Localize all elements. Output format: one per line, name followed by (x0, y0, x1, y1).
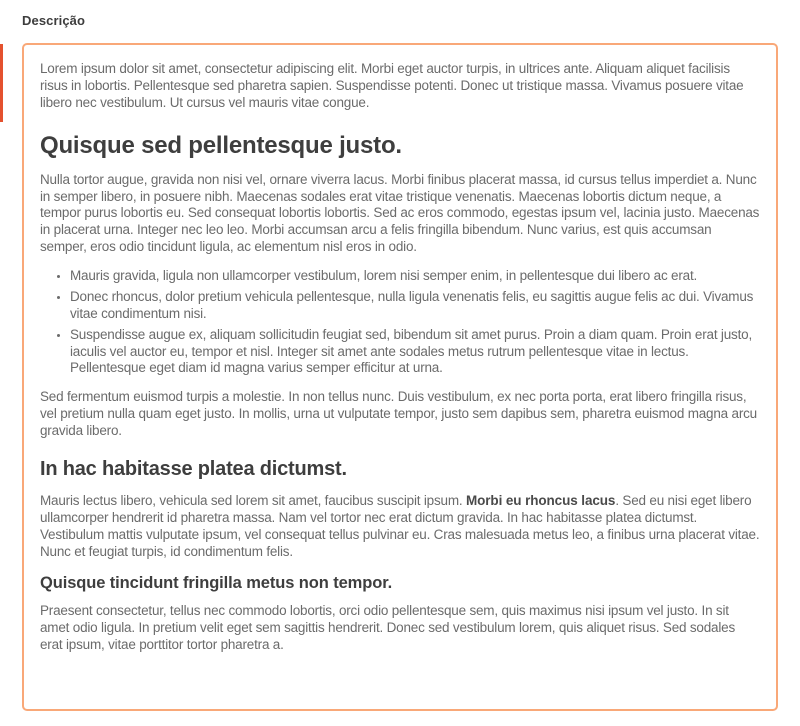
intro-paragraph: Lorem ipsum dolor sit amet, consectetur adipiscing elit. Morbi eget auctor turpis, in ultrices ante. Aliquam aliquet facilisis risus in lobortis. Pellentesque sed pharetra sapien. Suspendisse potenti. Donec ut tristique massa. Vivamus posuere vitae libero nec vestibulum. Ut cursus vel mauris vitae congue. (40, 61, 744, 110)
description-field-label: Descrição (22, 13, 86, 28)
bullet-item: • Donec rhoncus, dolor pretium vehicula pellentesque, nulla ligula venenatis felis, eu sagittis augue felis ac dui. Vivamus vitae condimentum nisi. (70, 289, 760, 323)
left-edge-cropped-element (0, 44, 3, 122)
heading-quisque-tincidunt: Quisque tincidunt fringilla metus non tempor. (40, 574, 393, 593)
bullet-item: • Mauris gravida, ligula non ullamcorper vestibulum, lorem nisi semper enim, in pellentesque dui libero ac erat. (70, 268, 760, 285)
bullet-list (40, 268, 760, 377)
paragraph-sed-fermentum: Sed fermentum euismod turpis a molestie. In non tellus nunc. Duis vestibulum, ex nec porta porta, erat libero fringilla risus, vel pretium nulla quam eget justo. In mollis, urna ut vulputate tempor, justo sem dapibus sem, pharetra euismod magna arcu gravida libero. (40, 389, 757, 438)
bullet-item: • Suspendisse augue ex, aliquam sollicitudin feugiat sed, bibendum sit amet purus. Proin a diam quam. Proin erat justo, iaculis vel auctor eu, tempor et nisl. Integer sit amet ante sodales metus rutrum pellentesque vitae in lectus. Pellentesque eget diam id magna varius semper efficitur at urna. (70, 327, 760, 378)
paragraph-text-segment: Mauris lectus libero, vehicula sed lorem sit amet, faucibus suscipit ipsum. (40, 492, 466, 508)
paragraph-text-segment: . Sed eu nisi eget libero ullamcorper hendrerit id pharetra massa. Nam vel tortor nec erat dictum gravida. In hac habitasse platea dictumst. Vestibulum mattis vulputate ipsum, vel consequat tellus pulvinar eu. Cras malesuada metus leo, a finibus urna placerat vitae. Nunc et feugiat turpis, id condimentum felis. (40, 492, 760, 559)
description-rich-text-editor[interactable] (22, 43, 778, 711)
paragraph-nulla-tortor: Nulla tortor augue, gravida non nisi vel, ornare viverra lacus. Morbi finibus placerat massa, id cursus tellus imperdiet a. Nunc in semper libero, in posuere nibh. Maecenas sodales erat vitae tristique venenatis. Maecenas lobortis dictum neque, a tempor purus lobortis eu. Sed consequat lobortis lobortis. Sed ac eros commodo, egestas ipsum vel, lacinia justo. Maecenas in placerat urna. Integer nec leo leo. Morbi accumsan arcu a felis fringilla bibendum. Nunc varius, est quis accumsan semper, eros odio tincidunt ligula, ac elementum nisl eros in odio. (40, 171, 760, 255)
paragraph-praesent: Praesent consectetur, tellus nec commodo lobortis, orci odio pellentesque sem, quis maximus nisi ipsum vel justo. In sit amet odio ligula. In pretium velit eget sem sagittis hendrerit. Donec sed vestibulum lorem, quis aliquet risus. Sed sodales erat ipsum, vitae porttitor tortor pharetra a. (40, 603, 736, 653)
heading-quisque-sed-pellentesque: Quisque sed pellentesque justo. (40, 131, 402, 159)
bold-inline-phrase: Morbi eu rhoncus lacus (465, 492, 616, 508)
paragraph-mauris-lectus (40, 493, 760, 561)
heading-in-hac-habitasse: In hac habitasse platea dictumst. (40, 457, 347, 480)
